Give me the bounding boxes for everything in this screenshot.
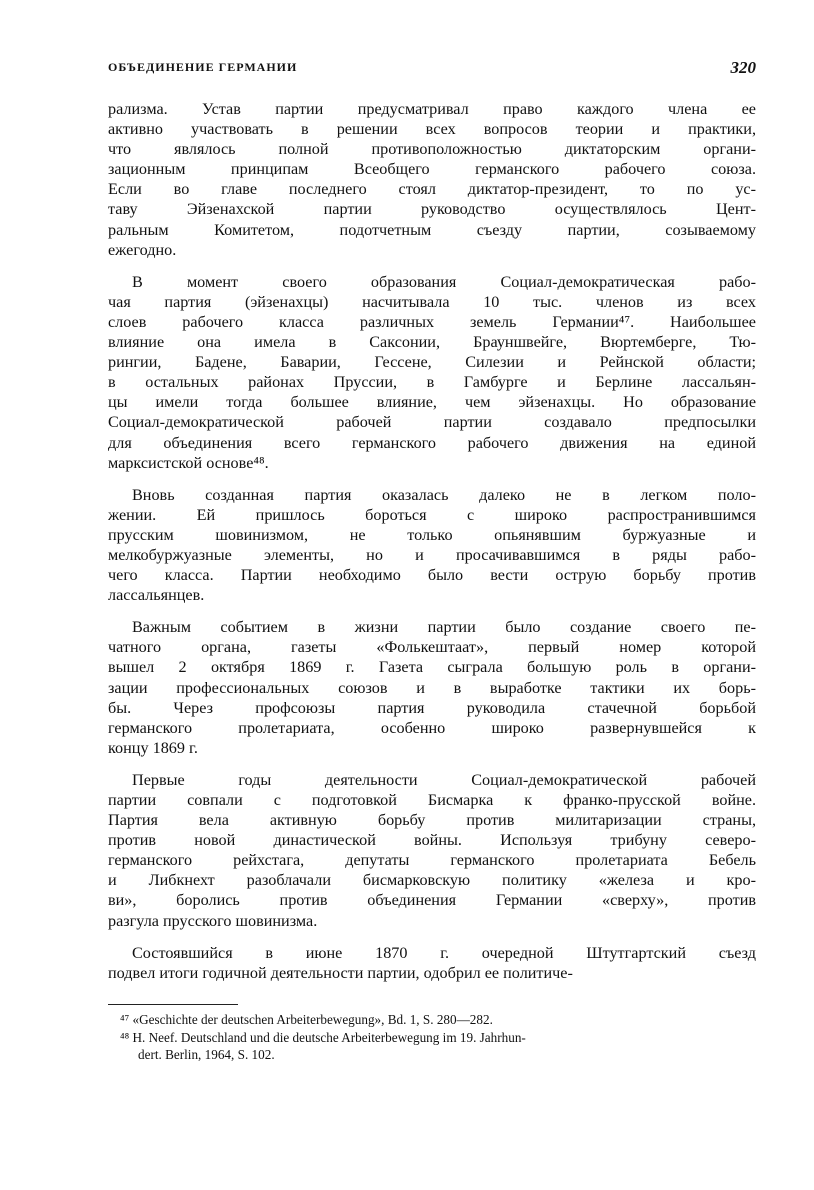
- paragraph-gap: [108, 931, 756, 943]
- text-line: таву Эйзенахской партии руководство осуществлялось Цент-: [108, 200, 756, 219]
- page-number: 320: [730, 58, 756, 77]
- text-line: Важным событием в жизни партии было создание своего пе-: [132, 618, 756, 637]
- text-line: влияние она имела в Саксонии, Брауншвейге, Вюртемберге, Тю-: [108, 333, 756, 352]
- text-line: рализма. Устав партии предусматривал право каждого члена ее: [108, 100, 756, 118]
- footnote-text: dert. Berlin, 1964, S. 102.: [138, 1047, 275, 1062]
- text-line: бы. Через профсоюзы партия руководила стачечной борьбой: [108, 698, 756, 717]
- paragraph-gap: [108, 473, 756, 485]
- footnote-rule: [108, 1004, 238, 1005]
- footnote-text: «Geschichte der deutschen Arbeiterbewegung», Bd. 1, S. 280—282.: [132, 1012, 493, 1027]
- paragraph: [108, 485, 756, 606]
- body-text: [108, 99, 756, 983]
- paragraph: [108, 272, 756, 473]
- text-line: Партия вела активную борьбу против милитаризации страны,: [108, 811, 756, 830]
- text-line: подвел итоги годичной деятельности партии, одобрил ее политиче-: [108, 963, 573, 982]
- text-line: мелкобуржуазные элементы, но и просачивавшимся в ряды рабо-: [108, 545, 756, 564]
- text-line: ви», боролись против объединения Германии «сверху», против: [108, 891, 756, 910]
- paragraph-gap: [108, 758, 756, 770]
- text-line: партии совпали с подготовкой Бисмарка к франко-прусской войне.: [108, 791, 756, 809]
- text-line: цы имели тогда большее влияние, чем эйзенахцы. Но образование: [108, 393, 756, 412]
- text-line: что являлось полной противоположностью диктаторским органи-: [108, 140, 756, 159]
- running-title: ОБЪЕДИНЕНИЕ ГЕРМАНИИ: [108, 60, 298, 74]
- footnote: [108, 1029, 756, 1064]
- text-line: концу 1869 г.: [108, 738, 198, 757]
- paragraph: [108, 99, 756, 260]
- text-line: Состоявшийся в июне 1870 г. очередной Штутгартский съезд: [132, 943, 756, 962]
- footnote-line: [108, 1046, 756, 1064]
- text-line: германского рейхстага, депутаты германского пролетариата Бебель: [108, 851, 756, 870]
- footnote: [108, 1011, 756, 1029]
- text-line: Социал-демократической рабочей партии создавало предпосылки: [108, 413, 756, 432]
- text-line: зации профессиональных союзов и в выработке тактики их борь-: [108, 678, 756, 697]
- text-line: разгула прусского шовинизма.: [108, 911, 318, 930]
- text-line: прусским шовинизмом, не только опьянявшим буржуазные и: [108, 525, 756, 544]
- text-line: ральным Комитетом, подотчетным съезду партии, созываемому: [108, 220, 756, 239]
- text-line: чая партия (эйзенахцы) насчитывала 10 тыс. членов из всех: [108, 292, 756, 311]
- text-line: для объединения всего германского рабочего движения на единой: [108, 433, 756, 452]
- text-line: германского пролетариата, особенно широко развернувшейся к: [108, 718, 756, 737]
- text-line: лассальянцев.: [108, 586, 205, 605]
- footnote-line: [108, 1029, 756, 1047]
- text-line: Если во главе последнего стоял диктатор-президент, то по ус-: [108, 180, 756, 199]
- footnotes: [108, 1011, 756, 1064]
- text-line: марксистской основе⁴⁸.: [108, 453, 269, 472]
- text-line: слоев рабочего класса различных земель Германии⁴⁷. Наибольшее: [108, 312, 756, 331]
- text-line: жении. Ей пришлось бороться с широко распространившимся: [108, 505, 756, 524]
- text-line: против новой династической войны. Используя трибуну северо-: [108, 831, 756, 850]
- text-line: Вновь созданная партия оказалась далеко не в легком поло-: [132, 485, 756, 504]
- text-line: в остальных районах Пруссии, в Гамбурге и Берлине лассальян-: [108, 373, 756, 392]
- text-line: активно участвовать в решении всех вопросов теории и практики,: [108, 120, 756, 139]
- paragraph: [108, 943, 756, 983]
- footnote-mark: ⁴⁷: [120, 1012, 130, 1027]
- text-line: и Либкнехт разоблачали бисмарковскую политику «железа и кро-: [108, 871, 756, 890]
- text-line: зационным принципам Всеобщего германского рабочего союза.: [108, 160, 756, 179]
- text-line: рингии, Бадене, Баварии, Гессене, Силезии и Рейнской области;: [108, 353, 756, 372]
- paragraph: [108, 617, 756, 758]
- text-line: ежегодно.: [108, 240, 177, 259]
- paragraph-gap: [108, 260, 756, 272]
- page-header: [108, 60, 756, 80]
- text-line: В момент своего образования Социал-демократическая рабо-: [132, 272, 756, 291]
- footnote-mark: ⁴⁸: [120, 1029, 130, 1045]
- footnote-line: [108, 1011, 756, 1029]
- text-line: Первые годы деятельности Социал-демократической рабочей: [132, 770, 756, 789]
- footnote-text: H. Neef. Deutschland und die deutsche Arbeiterbewegung im 19. Jahrhun-: [132, 1029, 526, 1045]
- text-line: чего класса. Партии необходимо было вести острую борьбу против: [108, 566, 756, 585]
- text-line: вышел 2 октября 1869 г. Газета сыграла большую роль в органи-: [108, 658, 756, 677]
- paragraph-gap: [108, 605, 756, 617]
- paragraph: [108, 770, 756, 931]
- text-line: чатного органа, газеты «Фолькештаат», первый номер которой: [108, 638, 756, 657]
